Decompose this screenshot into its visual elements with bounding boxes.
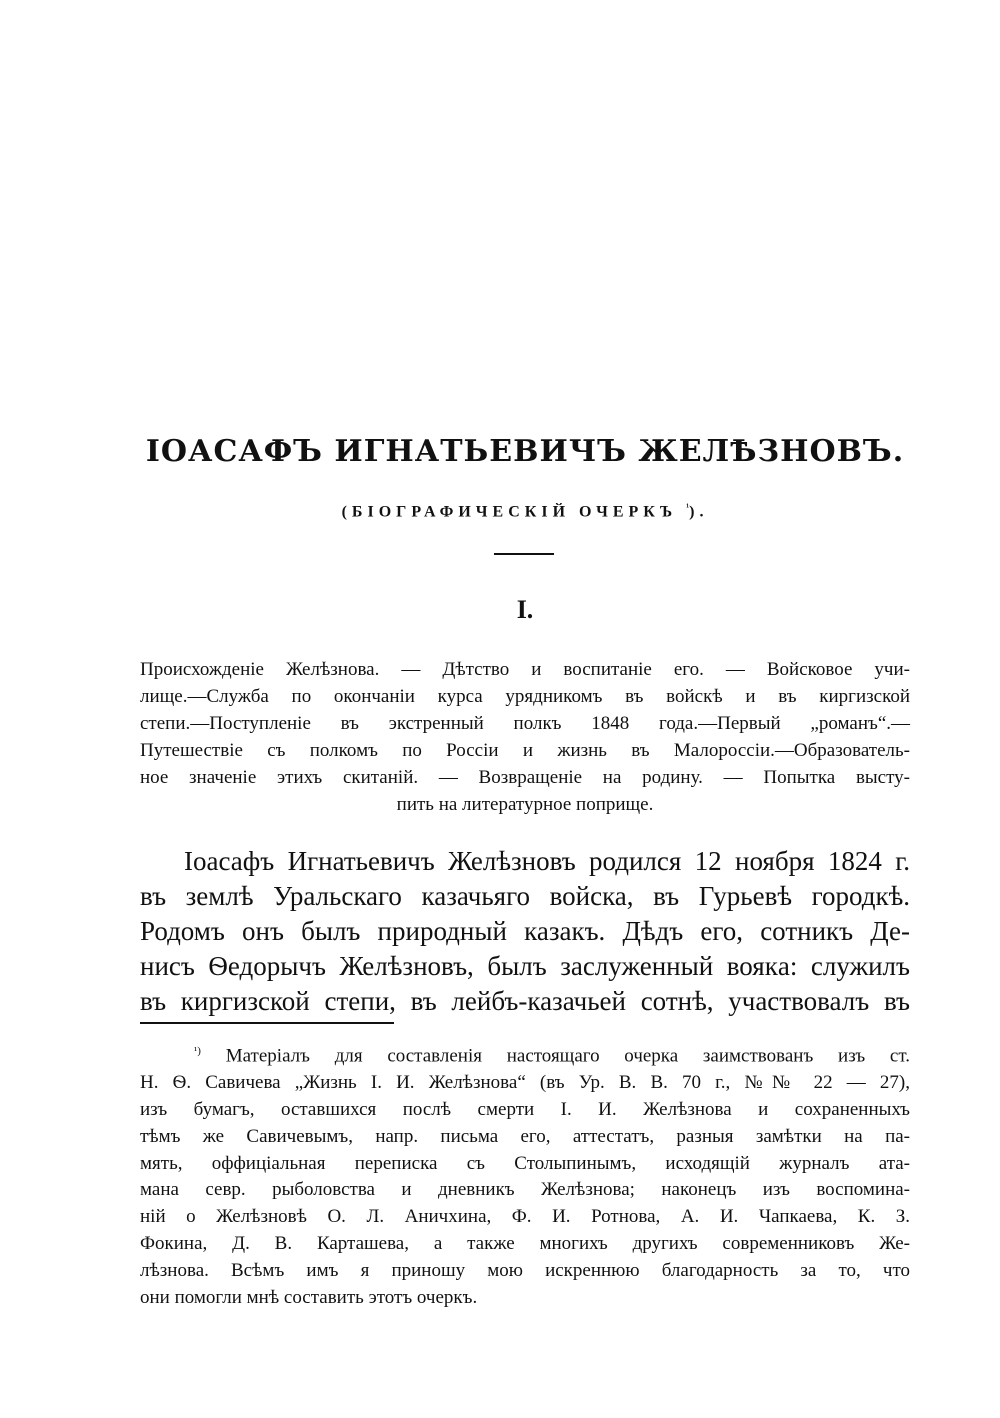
footnote-line: изъ бумагъ, оставшихся послѣ смерти І. И. Желѣзнова и сохраненныхъ — [140, 1098, 910, 1120]
summary-line: Путешествіе съ полкомъ по Россіи и жизнь въ Малороссіи.—Образователь- — [140, 740, 910, 761]
subtitle — [0, 496, 1000, 524]
footnote-line: Фокина, Д. В. Карташева, а также многихъ другихъ современниковъ Же- — [140, 1232, 910, 1254]
summary-line: ное значеніе этихъ скитаній. — Возвращеніе на родину. — Попытка высту- — [140, 767, 910, 788]
summary-line: лище.—Служба по окончаніи курса урядникомъ въ войскѣ и въ киргизской — [140, 686, 910, 707]
footnote-line — [140, 1038, 910, 1070]
summary-line: степи.—Поступленіе въ экстренный полкъ 1848 года.—Первый „романъ“.— — [140, 713, 910, 734]
body-line: нисъ Ѳедорычъ Желѣзновъ, былъ заслуженный воякa: служилъ — [140, 951, 910, 981]
footnote-line: мять, оффиціальная переписка съ Столыпинымъ, исходящій журналъ ата- — [140, 1152, 910, 1174]
page-title: ІОАСАФЪ ИГНАТЬЕВИЧЪ ЖЕЛѢЗНОВЪ. — [145, 434, 905, 469]
title-divider — [494, 553, 554, 555]
footnote-line: Н. Ѳ. Савичева „Жизнь І. И. Желѣзнова“ (въ Ур. В. В. 70 г., №№ 22 — 27), — [140, 1072, 910, 1094]
footnote-mark: ¹) — [194, 1045, 201, 1057]
body-paragraph — [140, 844, 910, 1019]
subtitle-footnote-mark: ¹ — [686, 502, 690, 513]
section-number: I. — [516, 595, 534, 624]
footnote-line: мана севр. рыболовства и дневникъ Желѣзнова; наконецъ изъ воспомина- — [140, 1179, 910, 1201]
summary-line: Происхожденіе Желѣзнова. — Дѣтство и воспитаніе его. — Войсковое учи- — [140, 659, 910, 680]
footnote-line: тѣмъ же Савичевымъ, напр. письма его, аттестатъ, разныя замѣтки на па- — [140, 1125, 910, 1147]
footnote-line-text: Матеріалъ для составленія настоящаго очерка заимствованъ изъ ст. — [225, 1045, 910, 1067]
subtitle-text: (БІОГРАФИЧЕСКІЙ ОЧЕРКЪ — [341, 503, 678, 521]
footnote-line: ній о Желѣзновѣ О. Л. Аничхина, Ф. И. Ротнова, А. И. Чапкаева, К. З. — [140, 1206, 910, 1228]
footnote-line: лѣзнова. Всѣмъ имъ я приношу мою искреннюю благодарность за то, что — [140, 1259, 910, 1281]
summary-line: пить на литературное поприще. — [396, 794, 654, 815]
subtitle-close: ). — [689, 503, 709, 521]
footnote-divider — [140, 1022, 394, 1024]
footnote-line: они помогли мнѣ составить этотъ очеркъ. — [140, 1286, 478, 1308]
footnote — [140, 1038, 910, 1311]
chapter-summary — [140, 656, 910, 818]
body-line: въ землѣ Уральскаго казачьяго войска, въ Гурьевѣ городкѣ. — [140, 881, 910, 911]
body-line: Родомъ онъ былъ природный казакъ. Дѣдъ его, сотникъ Де- — [140, 916, 910, 946]
body-line: въ киргизской степи, въ лейбъ-казачьей сотнѣ, участвовалъ въ — [140, 986, 910, 1016]
body-line: Іоасафъ Игнатьевичъ Желѣзновъ родился 12 ноября 1824 г. — [184, 846, 910, 876]
